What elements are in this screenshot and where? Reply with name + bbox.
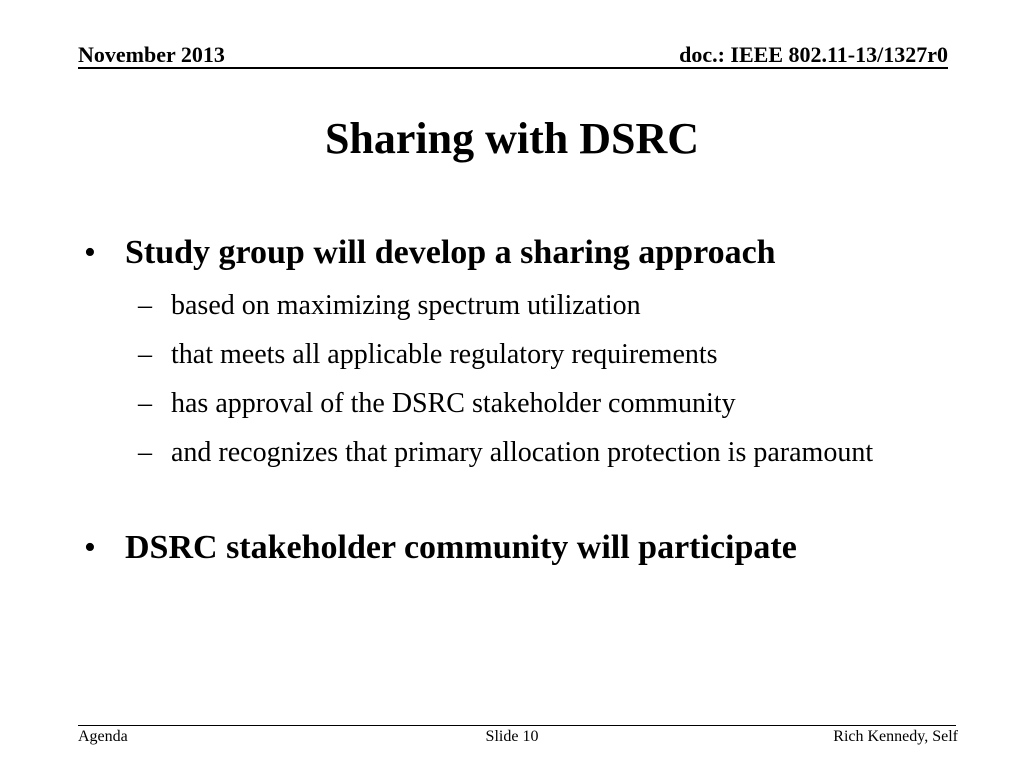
footer-author: Rich Kennedy, Self — [833, 728, 958, 745]
bullet-marker: • — [84, 234, 96, 271]
footer-section-label: Agenda — [78, 728, 128, 745]
slide-title: Sharing with DSRC — [324, 114, 700, 163]
footer-slide-number: Slide 10 — [485, 728, 539, 745]
sub-bullet-marker: – — [138, 339, 152, 370]
sub-bullet-marker: – — [138, 290, 152, 321]
sub-bullet-text: that meets all applicable regulatory requirements — [171, 339, 718, 370]
sub-bullet-marker: – — [138, 388, 152, 419]
sub-bullet-item — [138, 335, 898, 375]
sub-bullet-item — [138, 286, 898, 326]
header-document-id: doc.: IEEE 802.11-13/1327r0 — [679, 42, 948, 67]
bullet-text: DSRC stakeholder community will participate — [125, 529, 797, 566]
bullet-marker: • — [84, 529, 96, 566]
sub-bullet-item — [138, 433, 898, 473]
bullet-text: Study group will develop a sharing approach — [125, 234, 776, 271]
header-date: November 2013 — [78, 42, 225, 67]
footer-divider — [78, 725, 956, 726]
sub-bullet-item — [138, 384, 898, 424]
sub-bullet-text: and recognizes that primary allocation protection is paramount — [171, 437, 874, 468]
sub-bullet-marker: – — [138, 437, 152, 468]
sub-bullet-text: has approval of the DSRC stakeholder community — [171, 388, 736, 419]
sub-bullet-text: based on maximizing spectrum utilization — [171, 290, 641, 321]
header-divider — [78, 67, 948, 69]
